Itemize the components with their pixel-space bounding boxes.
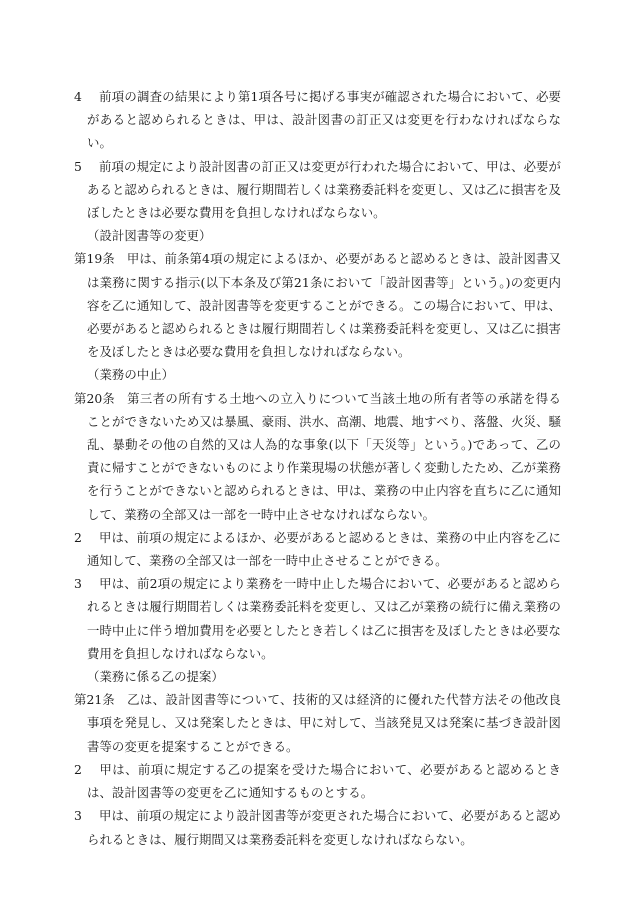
paragraph-number: 3 xyxy=(74,808,82,824)
article-heading-proposal: （業務に係る乙の提案） xyxy=(87,669,224,685)
article-heading-design-changes: （設計図書等の変更） xyxy=(87,228,212,244)
article-number: 第20条 xyxy=(74,390,115,406)
paragraph-text: 前項の調査の結果により第1項各号に掲げる事実が確認された場合において、必要があると認められるときは、甲は、設計図書の訂正又は変更を行わなければならない。 xyxy=(87,89,561,151)
article-text: 乙は、設計図書等について、技術的又は経済的に優れた代替方法その他改良事項を発見し、又は発案したときは、甲に対して、当該発見又は発案に基づき設計図書等の変更を提案することができる。 xyxy=(87,692,561,754)
paragraph-number: 2 xyxy=(74,761,82,777)
paragraph-5 xyxy=(74,155,561,225)
paragraph-text: 甲は、前項の規定により設計図書等が変更された場合において、必要があると認められるときは、履行期間又は業務委託料を変更しなければならない。 xyxy=(87,808,561,847)
paragraph-21-2 xyxy=(74,758,561,804)
article-number: 第19条 xyxy=(74,251,115,267)
paragraph-4 xyxy=(74,85,561,155)
paragraph-21-3 xyxy=(74,804,561,850)
paragraph-text: 甲は、前項の規定によるほか、必要があると認めるときは、業務の中止内容を乙に通知して、業務の全部又は一部を一時中止させることができる。 xyxy=(87,529,561,569)
article-20 xyxy=(74,387,561,526)
paragraph-20-3 xyxy=(74,572,561,665)
paragraph-20-2 xyxy=(74,526,561,572)
paragraph-number: 4 xyxy=(74,89,82,104)
document-body xyxy=(74,85,561,851)
paragraph-number: 5 xyxy=(74,158,82,174)
article-text: 甲は、前条第4項の規定によるほか、必要があると認めるときは、設計図書又は業務に関する指示(以下本条及び第21条において「設計図書等」という。)の変更内容を乙に通知して、設計図書等を変更することができる。この場合において、甲は、必要があると認められるときは履行期間若しくは業務委託料を変更し、又は乙に損害を及ぼしたときは必要な費用を負担しなければならない。 xyxy=(87,251,561,360)
article-text: 第三者の所有する土地への立入りについて当該土地の所有者等の承諾を得ることができないため又は暴風、豪雨、洪水、高潮、地震、地すべり、落盤、火災、騒乱、暴動その他の自然的又は人為的な事象(以下「天災等」という。)であって、乙の責に帰すことができないものにより作業現場の状態が著しく変動したため、乙が業務を行うことができないと認められるときは、甲は、業務の中止内容を直ちに乙に通知して、業務の全部又は一部を一時中止させなければならない。 xyxy=(87,390,561,522)
paragraph-text: 前項の規定により設計図書の訂正又は変更が行われた場合において、甲は、必要があると認められるときは、履行期間若しくは業務委託料を変更し、又は乙に損害を及ぼしたときは必要な費用を負担しなければならない。 xyxy=(87,158,561,221)
article-19 xyxy=(74,247,561,363)
article-number: 第21条 xyxy=(74,692,115,708)
paragraph-number: 2 xyxy=(74,529,82,545)
paragraph-number: 3 xyxy=(74,576,82,592)
article-heading-suspension: （業務の中止） xyxy=(87,367,175,383)
paragraph-text: 甲は、前2項の規定により業務を一時中止した場合において、必要があると認められるときは履行期間若しくは業務委託料を変更し、又は乙が業務の続行に備え業務の一時中止に伴う増加費用を必要としたとき若しくは乙に損害を及ぼしたときは必要な費用を負担しなければならない。 xyxy=(87,576,561,661)
article-21 xyxy=(74,688,561,758)
paragraph-text: 甲は、前項に規定する乙の提案を受けた場合において、必要があると認めるときは、設計図書等の変更を乙に通知するものとする。 xyxy=(87,761,561,801)
